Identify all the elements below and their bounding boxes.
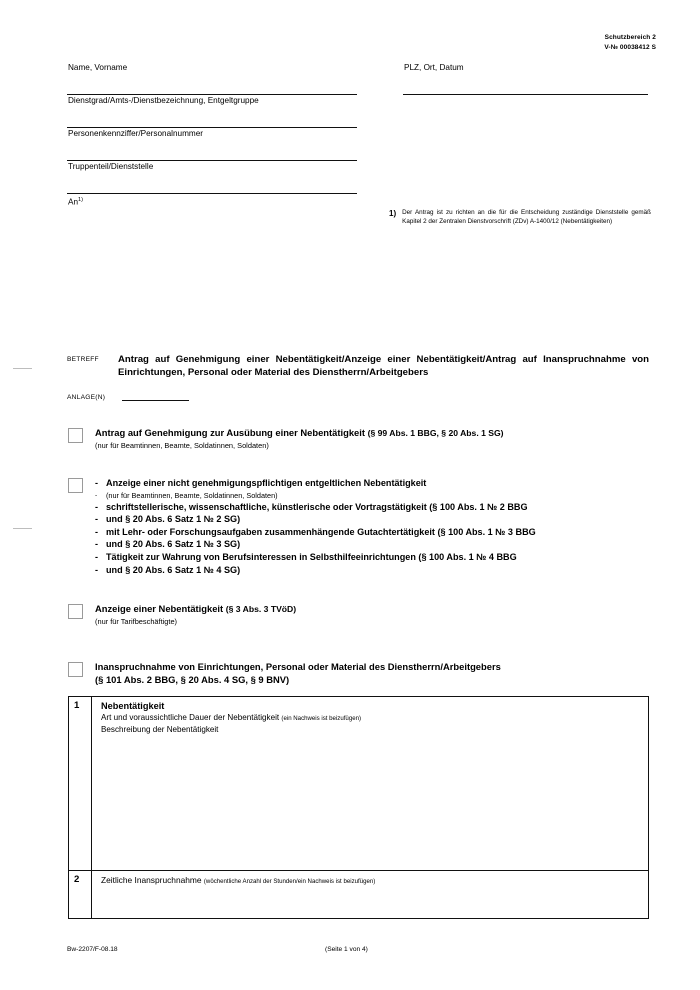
checkbox-anzeige-tvoed[interactable] [68,604,83,619]
field-an [67,194,357,209]
footer-page-info: (Seite 1 von 4) [325,946,368,953]
table-cell-line-1a [101,712,648,724]
table-row [69,871,648,919]
option-line-text-2-1: (nur für Beamtinnen, Beamte, Soldatinnen, Soldaten) [106,490,278,500]
fold-mark-lower [13,528,32,529]
dash-bullet-2-5: - [95,539,99,550]
option-line-2-2 [95,501,650,514]
option-title-genehmigung-ausuebung [95,427,650,439]
option-reference-inanspruchnahme: (§ 101 Abs. 2 BBG, § 20 Abs. 4 SG, § 9 BNV) [95,673,290,685]
option-line-2-4 [95,526,650,539]
field-plz-ort-datum [403,62,648,95]
sender-block [67,62,357,209]
option-subtitle-3: (nur für Tarifbeschäftigte) [95,617,178,627]
attachments-input-line[interactable] [122,400,189,401]
dash-bullet-2-0: - [95,478,99,488]
option-genehmigung-ausuebung[interactable] [68,427,650,451]
field-label-truppenteil: Truppenteil/Dienststelle [68,162,154,171]
table-cell-zeitliche-inanspruchnahme[interactable] [92,871,648,918]
option-line-text-2-3: und § 20 Abs. 6 Satz 1 № 2 SG) [106,514,241,525]
table-row-number-1: 1 [69,697,92,870]
option-body-anzeige-tvoed [83,603,650,627]
option-subtitle-1: (nur für Beamtinnen, Beamte, Soldatinnen, Soldaten) [95,441,269,451]
option-title-text-3: Anzeige einer Nebentätigkeit [95,603,224,614]
dash-bullet-2-1: - [95,491,98,499]
table-cell-title-2-note: (wöchentliche Anzahl der Stunden/ein Nachweis ist beizufügen) [203,878,376,885]
field-label-dienstgrad: Dienstgrad/Amts-/Dienstbezeichnung, Entgeltgruppe [68,96,259,105]
option-reference-1: (§ 99 Abs. 1 BBG, § 20 Abs. 1 SG) [367,428,504,438]
option-body-anzeige-nicht-genehmigungspflichtig [83,477,650,576]
fold-mark-upper [13,368,32,369]
table-row-number-2: 2 [69,871,92,918]
table-cell-title-1: Nebentätigkeit [101,701,165,711]
option-inanspruchnahme-einrichtungen[interactable] [68,661,650,687]
field-label-an-footnote-ref: 1) [78,197,83,203]
table-cell-line-1a-text: Art und voraussichtliche Dauer der Nebentätigkeit [101,713,280,722]
field-label-an-text: An [68,197,79,207]
option-anzeige-nicht-genehmigungspflichtig[interactable] [68,477,650,576]
option-anzeige-tvoed[interactable] [68,603,650,627]
checkbox-anzeige-nicht-genehmigungspflichtig[interactable] [68,478,83,493]
form-table [68,696,649,919]
subject-text: Antrag auf Genehmigung einer Nebentätigkeit/Anzeige einer Nebentätigkeit/Antrag auf Inanspruchnahme von Einrichtungen, Personal oder Material des Dienstherrn/Arbeitgebers [118,354,649,379]
field-personenkennziffer [67,128,357,161]
table-row [69,697,648,871]
option-line-2-3 [95,513,650,526]
footnote-block [389,208,651,226]
table-cell-title-2 [101,874,648,888]
checkbox-genehmigung-ausuebung[interactable] [68,428,83,443]
option-line-text-2-6: Tätigkeit zur Wahrung von Berufsinteressen in Selbsthilfeeinrichtungen (§ 100 Abs. 1 № 4 BBG [106,551,517,562]
subject-label: BETREFF [67,356,99,363]
field-label-plz-ort-datum: PLZ, Ort, Datum [404,63,464,72]
table-cell-nebentaetigkeit[interactable] [92,697,648,870]
footnote-marker: 1) [389,208,397,218]
table-cell-line-1b: Beschreibung der Nebentätigkeit [101,725,219,735]
option-line-text-2-5: und § 20 Abs. 6 Satz 1 № 3 SG) [106,539,241,550]
option-line-2-7 [95,564,650,577]
checkbox-inanspruchnahme-einrichtungen[interactable] [68,662,83,677]
field-name-vorname [67,62,357,95]
option-line-text-2-7: und § 20 Abs. 6 Satz 1 № 4 SG) [106,564,241,575]
footer-form-id: Bw-2207/F-08.18 [67,946,118,953]
option-line-text-2-2: schriftstellerische, wissenschaftliche, künstlerische oder Vortragstätigkeit (§ 100 Abs. 1 № 2 BBG [106,501,528,512]
option-title-anzeige-tvoed [95,603,650,615]
option-line-2-5 [95,538,650,551]
option-line-2-6 [95,551,650,564]
subject-row [67,353,649,380]
security-header [604,33,656,53]
table-cell-line-1a-note: (ein Nachweis ist beizufügen) [281,715,362,722]
field-label-an [67,194,357,209]
place-date-block [403,62,648,95]
option-body-genehmigung-ausuebung [83,427,650,451]
option-title-inanspruchnahme: Inanspruchnahme von Einrichtungen, Personal oder Material des Dienstherrn/Arbeitgebers [95,661,501,672]
option-line-2-0 [95,477,650,490]
field-dienstgrad [67,95,357,128]
security-registry-number: V-№ 00038412 S [604,44,656,52]
field-truppenteil [67,161,357,194]
attachments-row [67,394,367,401]
option-reference-3: (§ 3 Abs. 3 TVöD) [225,604,297,614]
security-classification: Schutzbereich 2 [604,34,656,41]
dash-bullet-2-6: - [95,551,99,562]
dash-bullet-2-3: - [95,514,99,525]
option-title-text-1: Antrag auf Genehmigung zur Ausübung einer Nebentätigkeit [95,427,365,438]
option-line-text-2-0: Anzeige einer nicht genehmigungspflichtigen entgeltlichen Nebentätigkeit [106,478,427,488]
footnote-text: Der Antrag ist zu richten an die für die Entscheidung zuständige Dienststelle gemäß Kapitel 2 der Zentralen Dienstvorschrift (ZDv) A-1400/12 (Nebentätigkeiten) [402,209,651,226]
option-line-text-2-4: mit Lehr- oder Forschungsaufgaben zusammenhängende Gutachtertätigkeit (§ 100 Abs. 1 № 3 BBG [106,526,536,537]
dash-bullet-2-2: - [95,501,99,512]
attachments-label: ANLAGE(N) [67,394,106,401]
option-body-inanspruchnahme-einrichtungen [83,661,650,687]
dash-bullet-2-4: - [95,526,99,537]
option-line-2-1 [95,490,650,501]
table-cell-title-2-text: Zeitliche Inanspruchnahme [101,875,202,885]
field-label-name-vorname: Name, Vorname [68,63,128,72]
dash-bullet-2-7: - [95,564,99,575]
field-label-personenkennziffer: Personenkennziffer/Personalnummer [68,129,204,138]
field-rule-plz-ort-datum[interactable] [403,94,648,95]
